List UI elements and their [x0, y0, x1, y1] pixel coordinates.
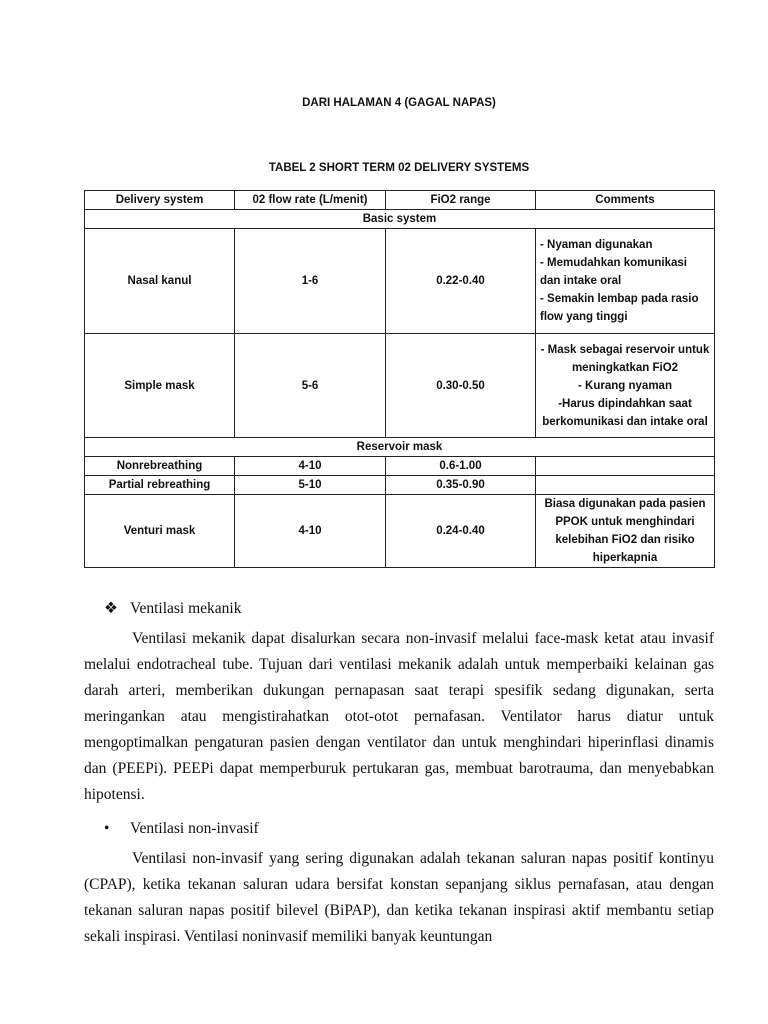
header-fio2-range: FiO2 range — [386, 191, 536, 210]
section-basic-system: Basic system — [85, 210, 715, 229]
comment-line: - Memudahkan komunikasi dan intake oral — [540, 257, 687, 287]
table-header-row — [85, 191, 715, 210]
paragraph-text: Ventilasi mekanik dapat disalurkan secara non-invasif melalui face-mask ketat atau invasif melalui endotracheal tube. Tujuan dari ventilasi mekanik adalah untuk memperbaiki kelainan gas darah arteri, memberikan dukungan pernapasan saat terapi spesifik sedang digunakan, serta meringankan atau mengistirahatkan otot-otot pernafasan. Ventilator harus diatur untuk mengoptimalkan pengaturan pasien dengan ventilator dan untuk menghindari hiperinflasi dinamis dan (PEEPi). PEEPi dapat memperburuk pertukaran gas, membuat barotrauma, dan menyebabkan hipotensi. — [84, 630, 714, 803]
cell-flow: 5-6 — [235, 334, 386, 438]
page-content — [84, 95, 714, 950]
paragraph-text: Ventilasi non-invasif yang sering digunakan adalah tekanan saluran napas positif kontinyu (CPAP), ketika tekanan saluran udara bersifat konstan sepanjang siklus pernafasan, atau dengan tekanan saluran napas positif bilevel (BiPAP), dan ketika tekanan inspirasi aktif membantu setiap sekali inspirasi. Ventilasi noninvasif memiliki banyak keuntungan — [84, 850, 714, 945]
paragraph-ventilasi-mekanik — [84, 626, 714, 808]
o2-delivery-table — [84, 190, 715, 568]
paragraph-ventilasi-non-invasif — [84, 846, 714, 950]
section-reservoir-mask: Reservoir mask — [85, 438, 715, 457]
table-row — [85, 229, 715, 334]
table-row — [85, 476, 715, 495]
section-title: Ventilasi mekanik — [130, 600, 242, 617]
cell-system: Venturi mask — [85, 495, 235, 568]
comment-line: -Harus dipindahkan saat berkomunikasi dan intake oral — [542, 397, 708, 428]
comment-line: - Nyaman digunakan — [540, 239, 653, 251]
comment-line: - Semakin lembap pada rasio flow yang tinggi — [540, 293, 699, 323]
cell-fio2: 0.24-0.40 — [386, 495, 536, 568]
cell-comments: Biasa digunakan pada pasien PPOK untuk menghindari kelebihan FiO2 dan risiko hiperkapnia — [536, 495, 715, 568]
cell-comments — [536, 457, 715, 476]
comment-line: - Mask sebagai reservoir untuk meningkatkan FiO2 — [540, 343, 710, 374]
cell-system: Partial rebreathing — [85, 476, 235, 495]
section-heading-ventilasi-non-invasif — [84, 816, 714, 842]
cell-fio2: 0.35-0.90 — [386, 476, 536, 495]
table-title: TABEL 2 SHORT TERM 02 DELIVERY SYSTEMS — [268, 162, 530, 174]
cell-flow: 4-10 — [235, 457, 386, 476]
table-row — [85, 334, 715, 438]
header-flow-rate: 02 flow rate (L/menit) — [235, 191, 386, 210]
header-delivery-system: Delivery system — [85, 191, 235, 210]
cell-comments — [536, 229, 715, 334]
cell-system: Nonrebreathing — [85, 457, 235, 476]
cell-flow: 1-6 — [235, 229, 386, 334]
header-comments: Comments — [536, 191, 715, 210]
cell-system: Simple mask — [85, 334, 235, 438]
table-row — [85, 457, 715, 476]
cell-comments — [536, 476, 715, 495]
section-heading-ventilasi-mekanik — [84, 596, 714, 622]
page-heading: DARI HALAMAN 4 (GAGAL NAPAS) — [302, 97, 496, 109]
cell-flow: 5-10 — [235, 476, 386, 495]
cell-fio2: 0.30-0.50 — [386, 334, 536, 438]
cell-fio2: 0.6-1.00 — [386, 457, 536, 476]
cell-flow: 4-10 — [235, 495, 386, 568]
section-title: Ventilasi non-invasif — [130, 820, 259, 837]
cell-comments — [536, 334, 715, 438]
comment-line: - Kurang nyaman — [578, 379, 672, 392]
round-bullet-icon: • — [104, 820, 110, 837]
table-row — [85, 495, 715, 568]
diamond-bullet-icon: ❖ — [104, 600, 118, 617]
cell-system: Nasal kanul — [85, 229, 235, 334]
cell-fio2: 0.22-0.40 — [386, 229, 536, 334]
